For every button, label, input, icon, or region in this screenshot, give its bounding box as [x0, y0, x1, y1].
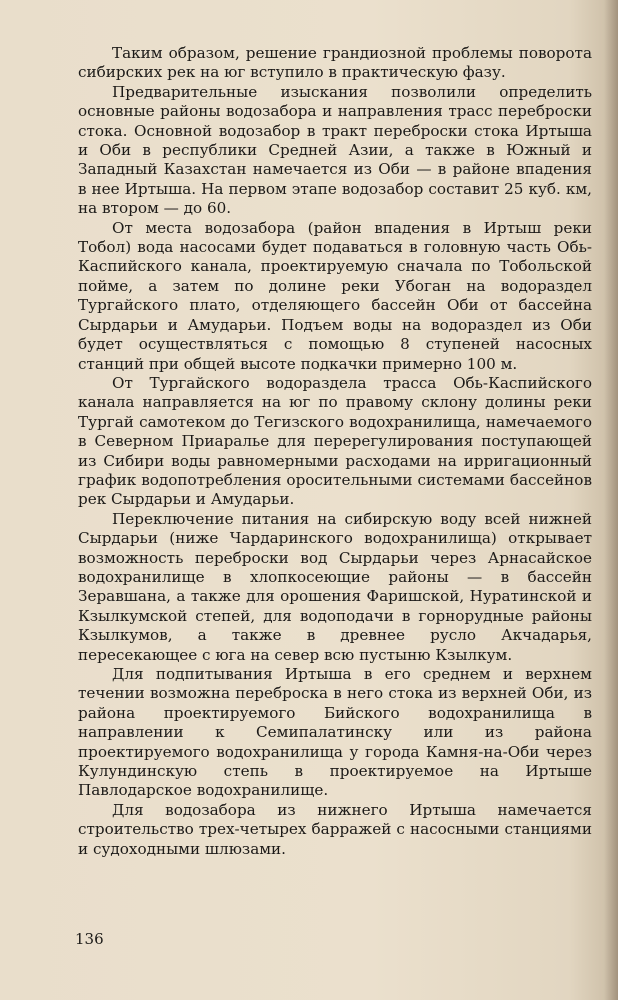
- paragraph: Таким образом, решение грандиозной проблемы поворота сибирских рек на юг вступило в практическую фазу.: [78, 44, 592, 82]
- paragraph: От места водозабора (район впадения в Иртыш реки Тобол) вода насосами будет подаваться в головную часть Обь-Каспийского канала, проектируемую сначала по Тобольской пойме, а затем по долине реки Убоган на водораздел Тургайского плато, отделяющего бассейн Оби от бассейна Сырдарьи и Амударьи. Подъем воды на водораздел из Оби будет осуществляться с помощью 8 ступеней насосных станций при общей высоте подкачки примерно 100 м.: [78, 218, 592, 373]
- paragraph: Для подпитывания Иртыша в его среднем и верхнем течении возможна переброска в него стока из верхней Оби, из района проектируемого Бийского водохранилища в направлении к Семипалатинску или из района проектируемого водохранилища у города Камня-на-Оби через Кулундинскую степь в проектируемое на Иртыше Павлодарское водохранилище.: [78, 665, 592, 800]
- paragraph: Предварительные изыскания позволили определить основные районы водозабора и направления трасс переброски стока. Основной водозабор в тракт переброски стока Иртыша и Оби в республики Средней Азии, а также в Южный и Западный Казахстан намечается из Оби — в районе впадения в нее Иртыша. На первом этапе водозабор составит 25 куб. км, на втором — до 60.: [78, 82, 592, 218]
- body-text: [78, 44, 592, 859]
- paragraph: От Тургайского водораздела трасса Обь-Каспийского канала направляется на юг по правому склону долины реки Тургай самотеком до Тегизского водохранилища, намечаемого в Северном Приаралье для перерегулирования поступающей из Сибири воды равномерными расходами на ирригационный график водопотребления оросительными системами бассейнов рек Сырдарьи и Амударьи.: [78, 373, 592, 509]
- page-number: 136: [75, 930, 104, 948]
- page-spine-shadow: [604, 0, 618, 1000]
- paragraph: Для водозабора из нижнего Иртыша намечается строительство трех-четырех барражей с насосными станциями и судоходными шлюзами.: [78, 800, 592, 858]
- paragraph: Переключение питания на сибирскую воду всей нижней Сырдарьи (ниже Чардаринского водохранилища) открывает возможность переброски вод Сырдарьи через Арнасайское водохранилище в хлопкосеющие районы — в бассейн Зеравшана, а также для орошения Фаришской, Нуратинской и Кзылкумской степей, для водоподачи в горнорудные районы Кзылкумов, а также в древнее русло Акчадарья, пересекающее с юга на север всю пустыню Кзылкум.: [78, 509, 592, 664]
